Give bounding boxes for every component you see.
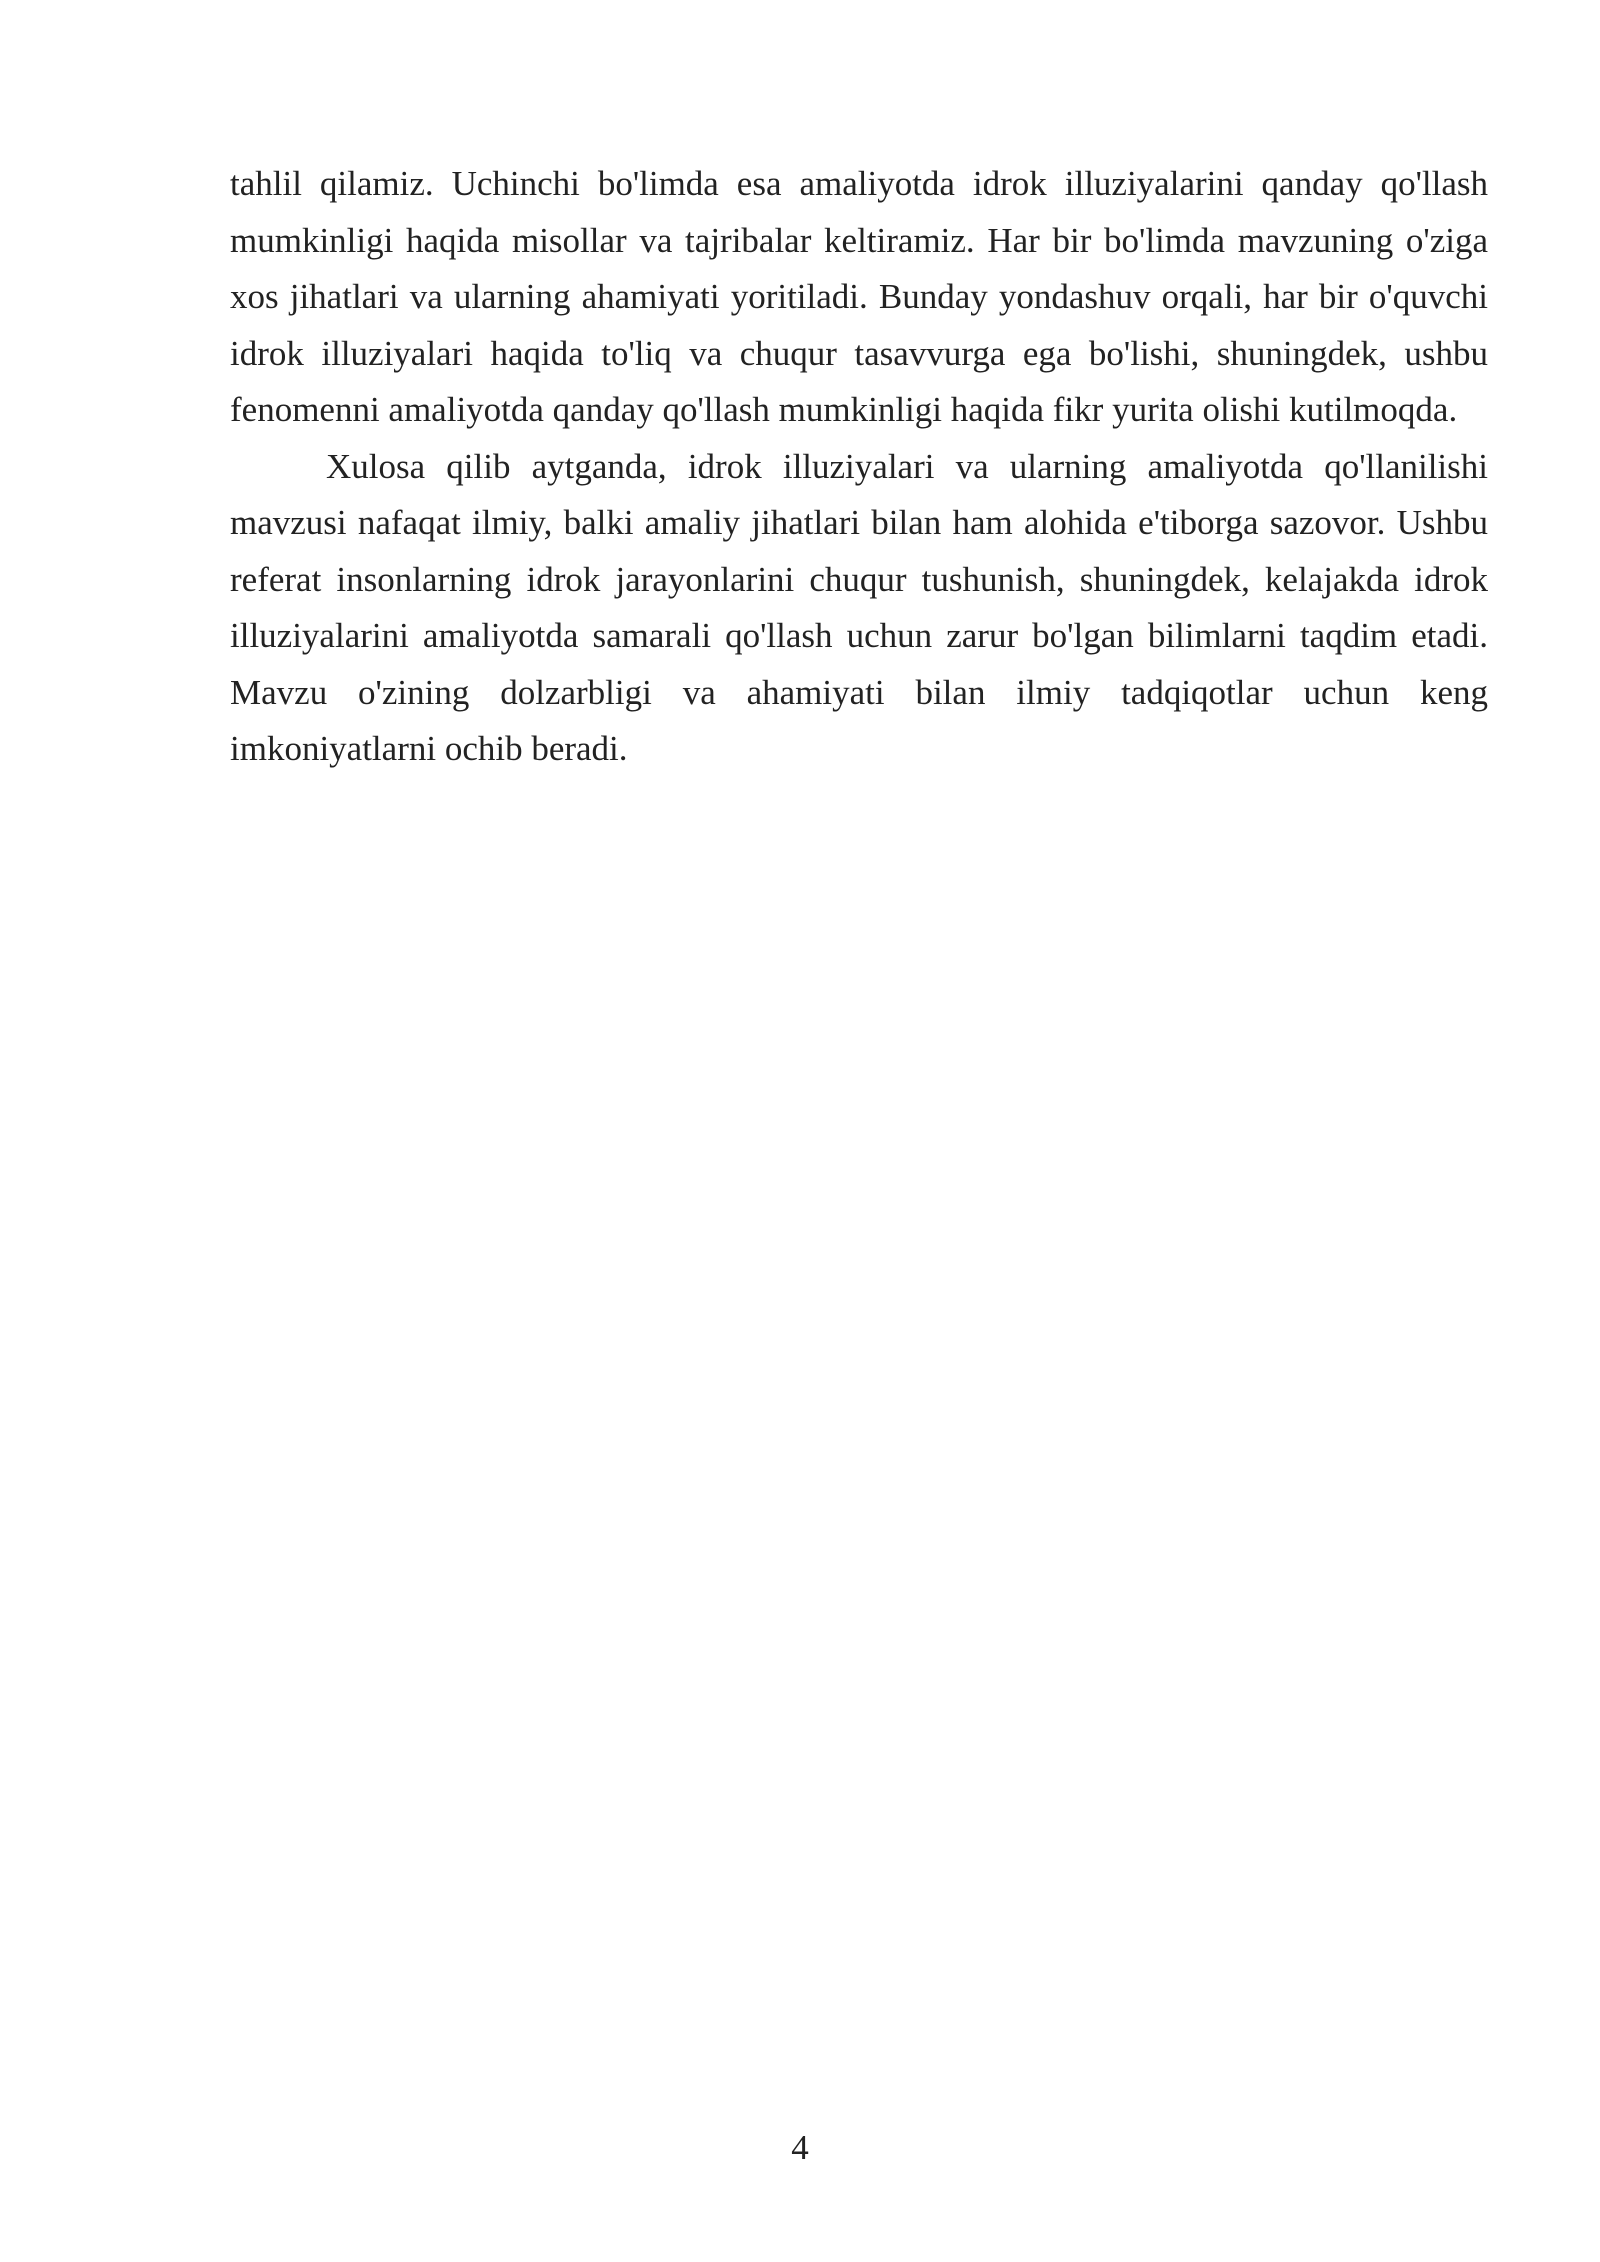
page-number: 4 [791,2128,809,2167]
paragraph-continuation: tahlil qilamiz. Uchinchi bo'limda esa amaliyotda idrok illuziyalarini qanday qo'llash mumkinligi haqida misollar va tajribalar keltiramiz. Har bir bo'limda mavzuning o'ziga xos jihatlari va ularning ahamiyati yoritiladi. Bunday yondashuv orqali, har bir o'quvchi idrok illuziyalari haqida to'liq va chuqur tasavvurga ega bo'lishi, shuningdek, ushbu fenomenni amaliyotda qanday qo'llash mumkinligi haqida fikr yurita olishi kutilmoqda. [230,164,1488,429]
body-text [230,156,1488,778]
paragraph-conclusion: Xulosa qilib aytganda, idrok illuziyalari va ularning amaliyotda qo'llanilishi mavzusi nafaqat ilmiy, balki amaliy jihatlari bilan ham alohida e'tiborga sazovor. Ushbu referat insonlarning idrok jarayonlarini chuqur tushunish, shuningdek, kelajakda idrok illuziyalarini amaliyotda samarali qo'llash uchun zarur bo'lgan bilimlarni taqdim etadi. Mavzu o'zining dolzarbligi va ahamiyati bilan ilmiy tadqiqotlar uchun keng imkoniyatlarni ochib beradi. [230,446,1488,768]
